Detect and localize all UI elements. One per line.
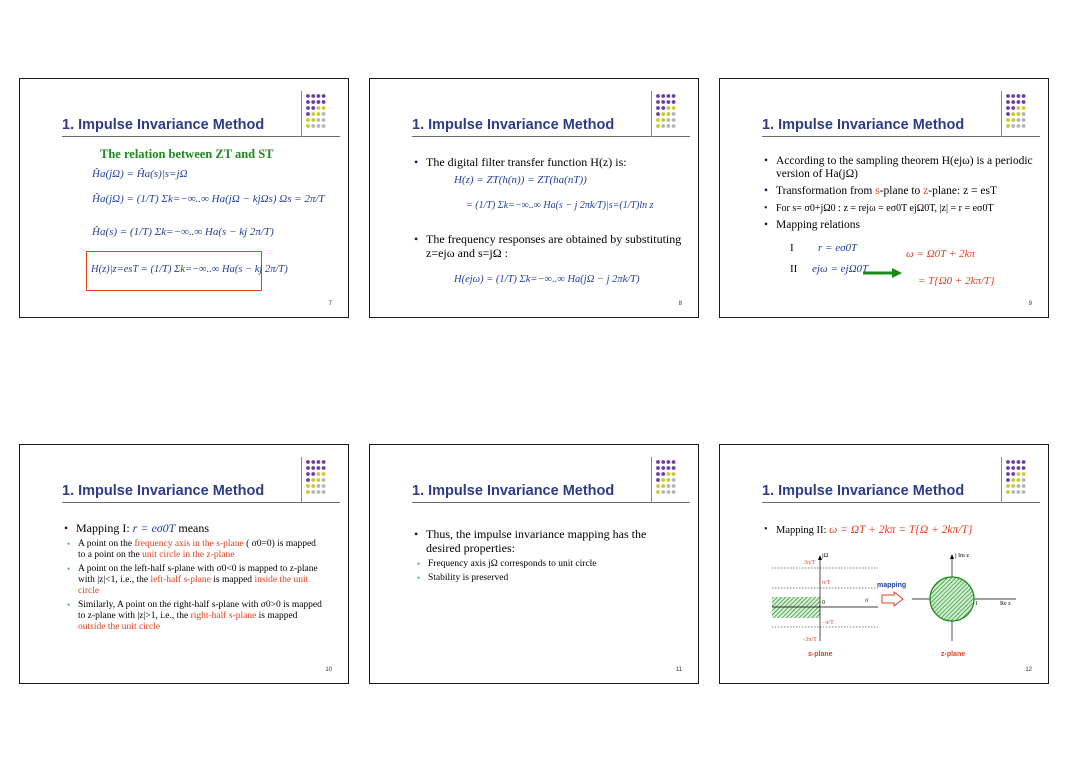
logo-dot [667,472,671,476]
slide-title: 1. Impulse Invariance Method [62,117,265,133]
bullet-item [64,521,324,535]
text: -plane to [879,185,924,197]
logo-dot [311,124,315,128]
logo-dot [1011,460,1015,464]
logo-dot [306,484,310,488]
logo-dot [672,478,676,482]
bullet-list [64,521,324,636]
logo-dot [306,118,310,122]
logo-dot [1006,112,1010,116]
bullet-list [414,527,674,587]
page-number: 7 [328,301,332,307]
origin-label: 0 [822,600,825,606]
logo-dot [322,460,326,464]
logo-dot [1022,484,1026,488]
logo-dot [667,124,671,128]
logo-dot [311,490,315,494]
logo-dot [317,124,321,128]
logo-dot [661,466,665,470]
logo-dot [306,472,310,476]
logo-dot [322,100,326,104]
logo-dot [322,106,326,110]
logo-dot [317,460,321,464]
highlight-text: frequency axis in the s-plane [134,539,244,549]
logo-dot [306,490,310,494]
logo-dot [1022,100,1026,104]
bullet-list [414,232,684,264]
slide-title: 1. Impulse Invariance Method [762,483,965,499]
logo-dot [656,100,660,104]
logo-dot [1006,472,1010,476]
logo-dot [667,466,671,470]
logo-dot [1011,100,1015,104]
logo-dot [1011,490,1015,494]
text: Similarly, A point on the right-half s-plane with σ0>0 is mapped to z-plane with |z|>1, i.e., the [78,600,322,621]
bullet-item: • For s= σ0+jΩ0 : z = rejω = eσ0T ejΩ0T, |z| = r = eσ0T [764,202,1036,215]
logo-dot [306,112,310,116]
logo-dot [1011,106,1015,110]
text: Transformation from [776,185,876,197]
text: Mapping II: [776,525,830,536]
equation-1: H(z) = ZT(h(n)) = ZT(ha(nT)) [454,174,587,186]
text: is mapped [210,575,255,585]
z-plane-diagram [908,553,1020,645]
text: -plane: z = esT [928,185,998,197]
logo-dot [322,112,326,116]
slide-10 [19,444,349,684]
sub-bullet-item: • Stability is preserved [414,573,674,584]
logo-dot [1022,460,1026,464]
logo-dot [661,112,665,116]
logo-dot [306,94,310,98]
logo-dot [667,112,671,116]
slide-9 [719,78,1049,318]
logo-dot [322,472,326,476]
equation-3: H(ejω) = (1/T) Σk=−∞..∞ Ha(jΩ − j 2πk/T) [454,274,640,285]
text: is mapped [256,611,298,621]
logo-dot [322,124,326,128]
logo-dot [1006,466,1010,470]
bullet-list [764,155,1036,236]
logo-dot [661,478,665,482]
logo-dot [672,94,676,98]
tick-label: −3π/T [802,637,817,643]
result-2: = T{Ω0 + 2kπ/T} [918,275,995,287]
logo-dot [311,94,315,98]
logo-dot [1017,124,1021,128]
text: A point on the [78,539,135,549]
logo-dot [1017,100,1021,104]
page-number: 11 [675,667,682,673]
sub-bullet-item [64,600,324,633]
slide-11 [369,444,699,684]
logo-dot [311,472,315,476]
logo-dot [1017,118,1021,122]
logo-dot [656,466,660,470]
logo-dot [656,478,660,482]
logo-dot [667,484,671,488]
logo-dot [317,490,321,494]
highlight-text: inside the unit circle [78,575,309,596]
logo-dot [672,106,676,110]
equation: r = eσ0T [132,521,176,535]
logo-dot [1011,124,1015,128]
relation-2: ejω = ejΩ0T [812,263,869,275]
s-plane-diagram [770,553,880,645]
logo-dot [1022,118,1026,122]
logo-dot [672,472,676,476]
logo-dot [1022,466,1026,470]
logo-dot [306,106,310,110]
logo-dot [1022,472,1026,476]
logo-dots-icon [648,457,682,503]
logo-dot [1022,490,1026,494]
slide-title: 1. Impulse Invariance Method [412,117,615,133]
logo-dot [672,460,676,464]
logo-dot [317,106,321,110]
equation-2: = (1/T) Σk=−∞..∞ Ha(s − j 2πk/T)|s=(1/T)ln z [466,200,654,211]
bullet-item: • Mapping relations [764,219,1036,232]
text: A point on the left-half s-plane with σ0<0 is mapped to z-plane with |z|<1, i.e., the [78,564,318,585]
logo-dot [322,484,326,488]
bullet-item: • According to the sampling theorem H(ejω) is a periodic version of Ha(jΩ) [764,155,1036,181]
logo-dot [1006,478,1010,482]
logo-dot [672,124,676,128]
logo-dot [1022,94,1026,98]
logo-dot [656,118,660,122]
equation-3: Ĥa(s) = (1/T) Σk=−∞..∞ Ha(s − kj 2π/T) [92,226,274,238]
logo-dot [1017,490,1021,494]
page-number: 10 [325,667,332,673]
axis-label-re: Re z [1000,601,1011,607]
logo-dots-icon [998,91,1032,137]
logo-dot [672,466,676,470]
logo-dot [317,466,321,470]
logo-dot [306,100,310,104]
relation-1: r = eσ0T [818,242,858,254]
text: means [175,521,210,535]
logo-dot [317,94,321,98]
page-number: 12 [1025,667,1032,673]
result-1: ω = Ω0T + 2kπ [906,248,975,260]
logo-dot [1017,466,1021,470]
logo-dot [1017,94,1021,98]
logo-dot [667,490,671,494]
axis-label-sigma: σ [865,596,869,604]
logo-dot [656,112,660,116]
page-number: 9 [1028,301,1032,307]
logo-dot [1011,478,1015,482]
logo-dot [1017,484,1021,488]
logo-dot [1011,118,1015,122]
tick-label: 3π/T [804,560,816,566]
logo-dot [322,118,326,122]
logo-dot [311,460,315,464]
slide-12 [719,444,1049,684]
logo-dot [1011,466,1015,470]
sub-bullet-item [64,564,324,597]
logo-dot [1017,460,1021,464]
logo-dot [1011,112,1015,116]
highlight-text: z [923,185,929,197]
bullet-list [764,523,1034,542]
logo-dot [306,478,310,482]
logo-dot [1006,94,1010,98]
logo-dot [667,460,671,464]
logo-dot [1006,106,1010,110]
equation-4: H(z)|z=esT = (1/T) Σk=−∞..∞ Ha(s − kj 2π/T) [91,264,288,275]
logo-dot [322,478,326,482]
logo-dot [1006,490,1010,494]
relation-label: I [790,242,794,254]
logo-dot [661,94,665,98]
axis-label-im: j Im z [955,553,969,559]
unit-circle [930,577,974,621]
logo-dot [661,118,665,122]
logo-dots-icon [998,457,1032,503]
logo-dot [656,106,660,110]
logo-dot [672,112,676,116]
mapping-arrow-icon [881,591,905,607]
bullet-item [764,523,1034,538]
logo-dot [1006,124,1010,128]
arrow-right-icon [863,267,903,279]
equation-2: Ĥa(jΩ) = (1/T) Σk=−∞..∞ Ha(jΩ − kjΩs) Ωs = 2π/T [92,193,325,205]
logo-dot [311,118,315,122]
bullet-item [764,185,1036,198]
s-plane-label: s-plane [808,651,833,658]
logo-dot [667,478,671,482]
logo-dot [656,94,660,98]
logo-dot [1006,484,1010,488]
logo-dot [1006,118,1010,122]
slide-8 [369,78,699,318]
logo-dot [672,118,676,122]
logo-dot [317,118,321,122]
logo-dot [322,490,326,494]
logo-dot [1006,100,1010,104]
logo-dot [667,94,671,98]
logo-dot [661,124,665,128]
bullet-item: • The digital filter transfer function H(z) is: [414,155,684,169]
logo-dot [672,484,676,488]
logo-dot [322,466,326,470]
logo-dot [311,100,315,104]
highlight-text: right-half s-plane [190,611,257,621]
logo-dot [317,478,321,482]
logo-dot [311,484,315,488]
equation-1: Ĥa(jΩ) = Ĥa(s)|s=jΩ [92,168,188,180]
bullet-item: • Thus, the impulse invariance mapping has the desired properties: [414,527,674,555]
logo-dot [1011,484,1015,488]
logo-dots-icon [298,91,332,137]
logo-dot [1022,478,1026,482]
unit-label: 1 [975,601,978,607]
logo-dot [667,118,671,122]
tick-label: −π/T [822,620,834,626]
axis-label-jomega: jΩ [822,553,829,559]
highlight-text: unit circle in the z-plane [142,550,235,560]
logo-dot [656,472,660,476]
highlight-text: left-half s-plane [150,575,211,585]
slide-title: 1. Impulse Invariance Method [762,117,965,133]
logo-dot [306,124,310,128]
logo-dot [656,460,660,464]
logo-dot [661,490,665,494]
logo-dot [656,484,660,488]
page-number: 8 [678,301,682,307]
logo-dot [306,460,310,464]
tick-label: π/T [822,580,831,586]
logo-dot [1017,478,1021,482]
logo-dot [1011,94,1015,98]
logo-dot [1017,106,1021,110]
logo-dots-icon [298,457,332,503]
logo-dots-icon [648,91,682,137]
logo-dot [661,460,665,464]
logo-dot [311,478,315,482]
logo-dot [1017,472,1021,476]
logo-dot [317,484,321,488]
logo-dot [311,466,315,470]
logo-dot [661,106,665,110]
logo-dot [1022,106,1026,110]
equation: ω = ΩT + 2kπ = T{Ω + 2kπ/T} [829,524,973,536]
highlight-text: outside the unit circle [78,622,161,632]
logo-dot [317,100,321,104]
slide-7 [19,78,349,318]
relation-label: II [790,263,798,275]
logo-dot [322,94,326,98]
sub-bullet-item: • Frequency axis jΩ corresponds to unit circle [414,559,674,570]
logo-dot [311,106,315,110]
logo-dot [656,490,660,494]
logo-dot [661,100,665,104]
slide-title: 1. Impulse Invariance Method [412,483,615,499]
logo-dot [661,472,665,476]
z-plane-label: z-plane [941,651,966,658]
text: ( σ0=0) is mapped to a point on the [78,539,316,560]
logo-dot [672,100,676,104]
logo-dot [306,466,310,470]
sub-bullet-item [64,539,324,561]
logo-dot [1011,472,1015,476]
slide-title: 1. Impulse Invariance Method [62,483,265,499]
text: Mapping I: [76,521,133,535]
logo-dot [317,112,321,116]
logo-dot [1022,124,1026,128]
mapping-label: mapping [877,582,907,589]
logo-dot [661,484,665,488]
logo-dot [317,472,321,476]
left-half-strip [772,597,820,618]
logo-dot [667,106,671,110]
logo-dot [1006,460,1010,464]
bullet-item: • The frequency responses are obtained by substituting z=ejω and s=jΩ : [414,232,684,260]
logo-dot [656,124,660,128]
highlight-text: s [875,185,880,197]
logo-dot [672,490,676,494]
logo-dot [1017,112,1021,116]
logo-dot [311,112,315,116]
section-heading: The relation between ZT and ST [100,147,274,161]
bullet-list [414,155,684,173]
highlight-box [86,251,288,291]
logo-dot [1022,112,1026,116]
logo-dot [667,100,671,104]
